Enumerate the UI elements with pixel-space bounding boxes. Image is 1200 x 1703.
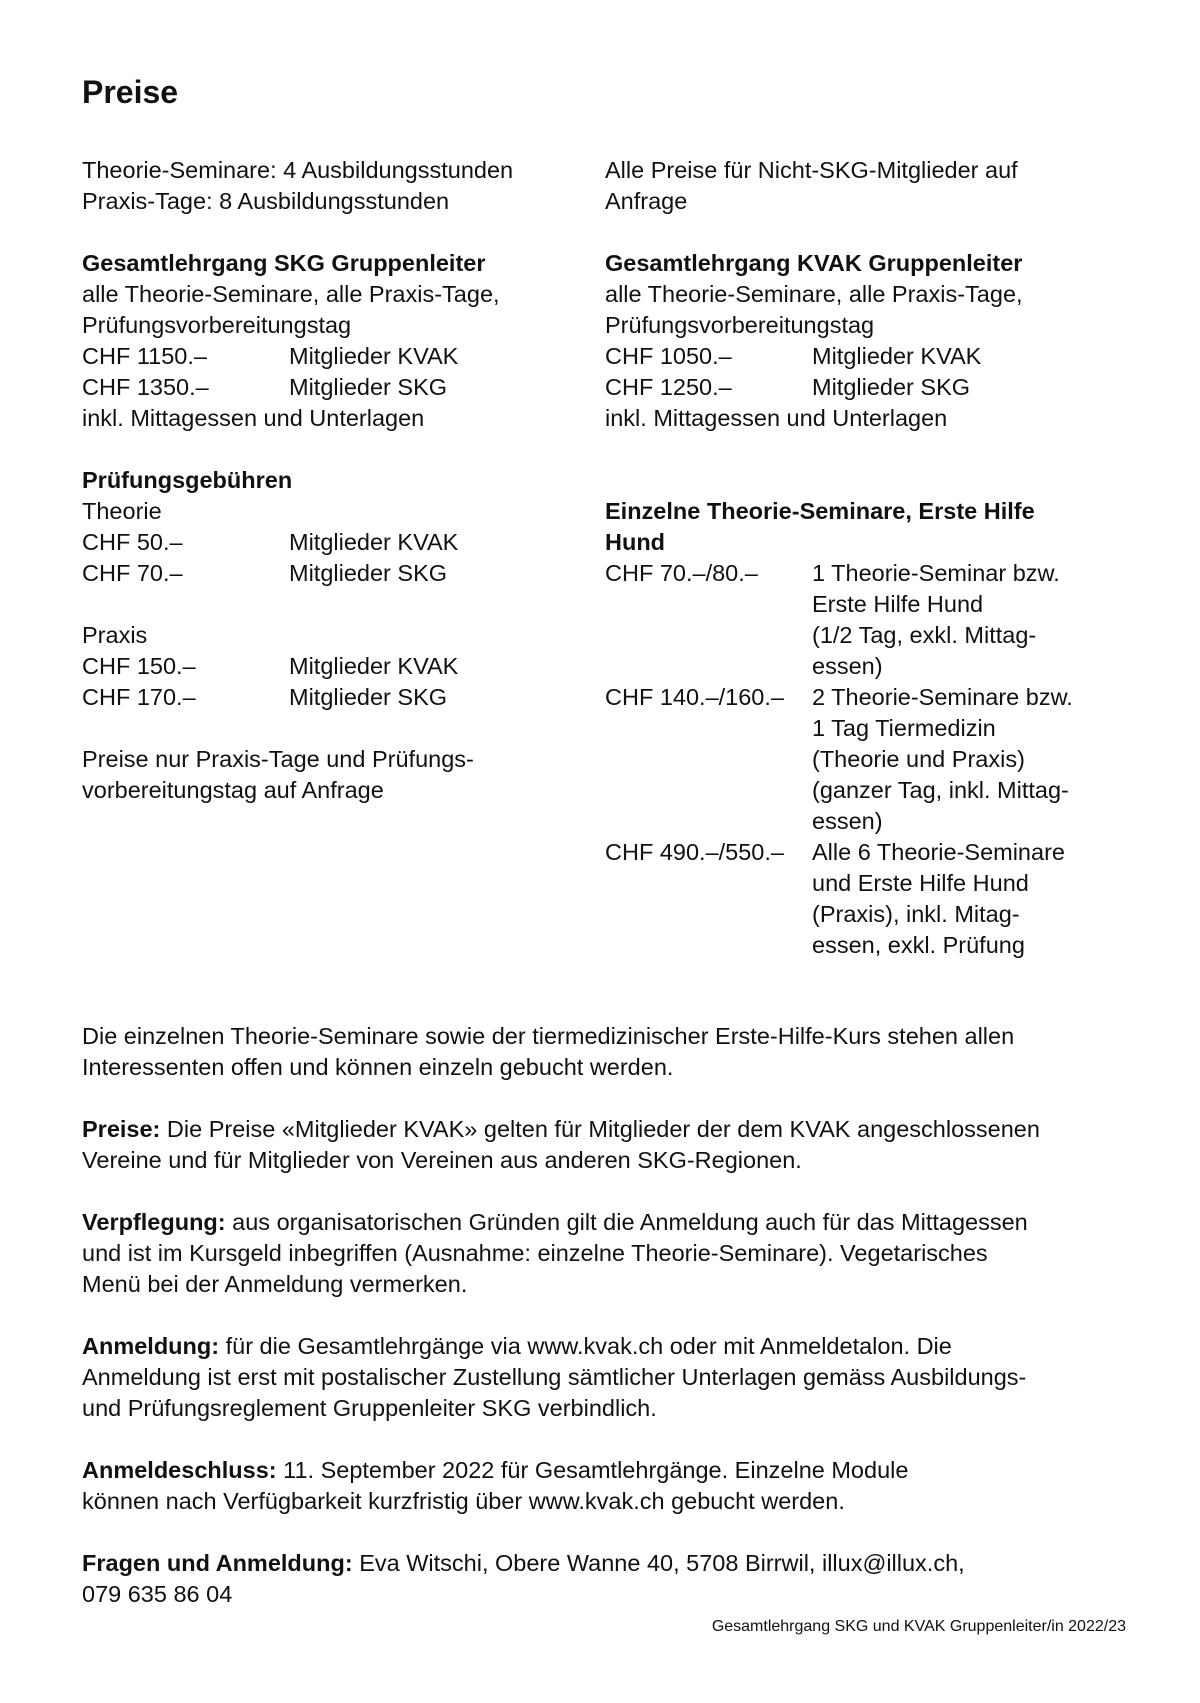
- paragraph-label: Anmeldeschluss:: [82, 1457, 277, 1483]
- seminar-price-row: [605, 837, 1125, 961]
- price-row: [82, 682, 582, 713]
- paragraph-contact: [82, 1548, 1122, 1610]
- seminar-price-row: [605, 682, 1125, 837]
- price-amount: CHF 70.–/80.–: [605, 560, 758, 586]
- paragraph-line: und ist im Kursgeld inbegriffen (Ausnahme: einzelne Theorie-Seminare). Vegetarisches: [82, 1240, 988, 1266]
- price-amount: CHF 140.–/160.–: [605, 684, 784, 710]
- paragraph-label: Preise:: [82, 1116, 161, 1142]
- price-row: [82, 558, 582, 589]
- exam-fees-section: [82, 465, 582, 713]
- price-desc: und Erste Hilfe Hund: [812, 870, 1029, 896]
- right-column: [605, 155, 1125, 961]
- left-column: [82, 155, 582, 806]
- paragraph-line: für die Gesamtlehrgänge via www.kvak.ch oder mit Anmeldetalon. Die: [219, 1333, 952, 1359]
- paragraph-line: aus organisatorischen Gründen gilt die Anmeldung auch für das Mittagessen: [225, 1209, 1028, 1235]
- price-desc: essen): [812, 808, 883, 834]
- price-group: Mitglieder SKG: [289, 374, 448, 400]
- paragraph-line: 11. September 2022 für Gesamtlehrgänge. Einzelne Module: [276, 1457, 909, 1483]
- skg-course-section: [82, 248, 582, 434]
- price-desc: (1/2 Tag, exkl. Mittag-: [812, 622, 1037, 648]
- price-row: [82, 341, 582, 372]
- practice-note: Preise nur Praxis-Tage und Prüfungs-: [82, 746, 474, 772]
- paragraph-label: Verpflegung:: [82, 1209, 226, 1235]
- price-amount: CHF 50.–: [82, 529, 183, 555]
- paragraph-registration: [82, 1331, 1122, 1424]
- paragraph-label: Anmeldung:: [82, 1333, 220, 1359]
- paragraph-line: Vereine und für Mitglieder von Vereinen aus anderen SKG-Regionen.: [82, 1147, 802, 1173]
- price-row: [605, 341, 1125, 372]
- price-amount: CHF 150.–: [82, 653, 196, 679]
- kvak-course-section: [605, 248, 1125, 434]
- skg-course-note: inkl. Mittagessen und Unterlagen: [82, 405, 425, 431]
- paragraph-line: können nach Verfügbarkeit kurzfristig über www.kvak.ch gebucht werden.: [82, 1488, 845, 1514]
- paragraph-prices: [82, 1114, 1122, 1176]
- price-row: [605, 372, 1125, 403]
- paragraph-line: Eva Witschi, Obere Wanne 40, 5708 Birrwil, illux@illux.ch,: [352, 1550, 965, 1576]
- single-seminars-heading: Einzelne Theorie-Seminare, Erste Hilfe: [605, 498, 1035, 524]
- price-group: Mitglieder KVAK: [289, 653, 459, 679]
- paragraph-catering: [82, 1207, 1122, 1300]
- paragraph-line: Interessenten offen und können einzeln gebucht werden.: [82, 1054, 674, 1080]
- price-desc: (Theorie und Praxis): [812, 746, 1025, 772]
- kvak-course-heading: Gesamtlehrgang KVAK Gruppenleiter: [605, 250, 1023, 276]
- paragraph-intro: [82, 1021, 1122, 1083]
- paragraph-label: Fragen und Anmeldung:: [82, 1550, 353, 1576]
- price-amount: CHF 1250.–: [605, 374, 732, 400]
- price-amount: CHF 490.–/550.–: [605, 839, 784, 865]
- single-seminars-section: [605, 496, 1125, 961]
- price-desc: essen): [812, 653, 883, 679]
- paragraph-deadline: [82, 1455, 1122, 1517]
- exam-theory-label: Theorie: [82, 498, 162, 524]
- skg-course-heading: Gesamtlehrgang SKG Gruppenleiter: [82, 250, 486, 276]
- kvak-course-note: inkl. Mittagessen und Unterlagen: [605, 405, 948, 431]
- price-desc: Alle 6 Theorie-Seminare: [812, 839, 1065, 865]
- seminar-price-row: [605, 558, 1125, 682]
- paragraph-line: und Prüfungsreglement Gruppenleiter SKG verbindlich.: [82, 1395, 657, 1421]
- hours-practice: Praxis-Tage: 8 Ausbildungsstunden: [82, 188, 450, 214]
- price-desc: 1 Theorie-Seminar bzw.: [812, 560, 1060, 586]
- price-group: Mitglieder SKG: [289, 560, 448, 586]
- price-amount: CHF 70.–: [82, 560, 183, 586]
- price-group: Mitglieder KVAK: [289, 529, 459, 555]
- exam-fees-heading: Prüfungsgebühren: [82, 467, 293, 493]
- paragraph-line: Menü bei der Anmeldung vermerken.: [82, 1271, 468, 1297]
- price-group: Mitglieder KVAK: [289, 343, 459, 369]
- non-members-note: Anfrage: [605, 188, 688, 214]
- price-amount: CHF 1350.–: [82, 374, 209, 400]
- price-amount: CHF 1050.–: [605, 343, 732, 369]
- kvak-course-desc: alle Theorie-Seminare, alle Praxis-Tage,: [605, 281, 1023, 307]
- price-desc: Erste Hilfe Hund: [812, 591, 984, 617]
- price-group: Mitglieder SKG: [812, 374, 971, 400]
- paragraph-line: Anmeldung ist erst mit postalischer Zustellung sämtlicher Unterlagen gemäss Ausbildungs-: [82, 1364, 1027, 1390]
- single-seminars-heading: Hund: [605, 529, 666, 555]
- price-row: [82, 651, 582, 682]
- price-amount: CHF 170.–: [82, 684, 196, 710]
- non-members-note: Alle Preise für Nicht-SKG-Mitglieder auf: [605, 157, 1018, 183]
- hours-theory: Theorie-Seminare: 4 Ausbildungsstunden: [82, 157, 514, 183]
- page-footer: Gesamtlehrgang SKG und KVAK Gruppenleiter/in 2022/23: [711, 1618, 1126, 1635]
- paragraph-line: Die Preise «Mitglieder KVAK» gelten für Mitglieder der dem KVAK angeschlossenen: [160, 1116, 1040, 1142]
- skg-course-desc: Prüfungsvorbereitungstag: [82, 312, 352, 338]
- exam-practice-label: Praxis: [82, 622, 148, 648]
- price-group: Mitglieder SKG: [289, 684, 448, 710]
- practice-note: vorbereitungstag auf Anfrage: [82, 777, 384, 803]
- price-row: [82, 527, 582, 558]
- info-section: [82, 1021, 1122, 1641]
- paragraph-line: 079 635 86 04: [82, 1581, 233, 1607]
- price-amount: CHF 1150.–: [82, 343, 207, 369]
- skg-course-desc: alle Theorie-Seminare, alle Praxis-Tage,: [82, 281, 500, 307]
- price-group: Mitglieder KVAK: [812, 343, 982, 369]
- kvak-course-desc: Prüfungsvorbereitungstag: [605, 312, 875, 338]
- price-desc: essen, exkl. Prüfung: [812, 932, 1025, 958]
- price-row: [82, 372, 582, 403]
- price-desc: 2 Theorie-Seminare bzw.: [812, 684, 1073, 710]
- price-desc: 1 Tag Tiermedizin: [812, 715, 996, 741]
- page-title: Preise: [82, 74, 179, 110]
- paragraph-line: Die einzelnen Theorie-Seminare sowie der tiermedizinischer Erste-Hilfe-Kurs stehen allen: [82, 1023, 1015, 1049]
- price-desc: (ganzer Tag, inkl. Mittag-: [812, 777, 1069, 803]
- price-desc: (Praxis), inkl. Mitag-: [812, 901, 1020, 927]
